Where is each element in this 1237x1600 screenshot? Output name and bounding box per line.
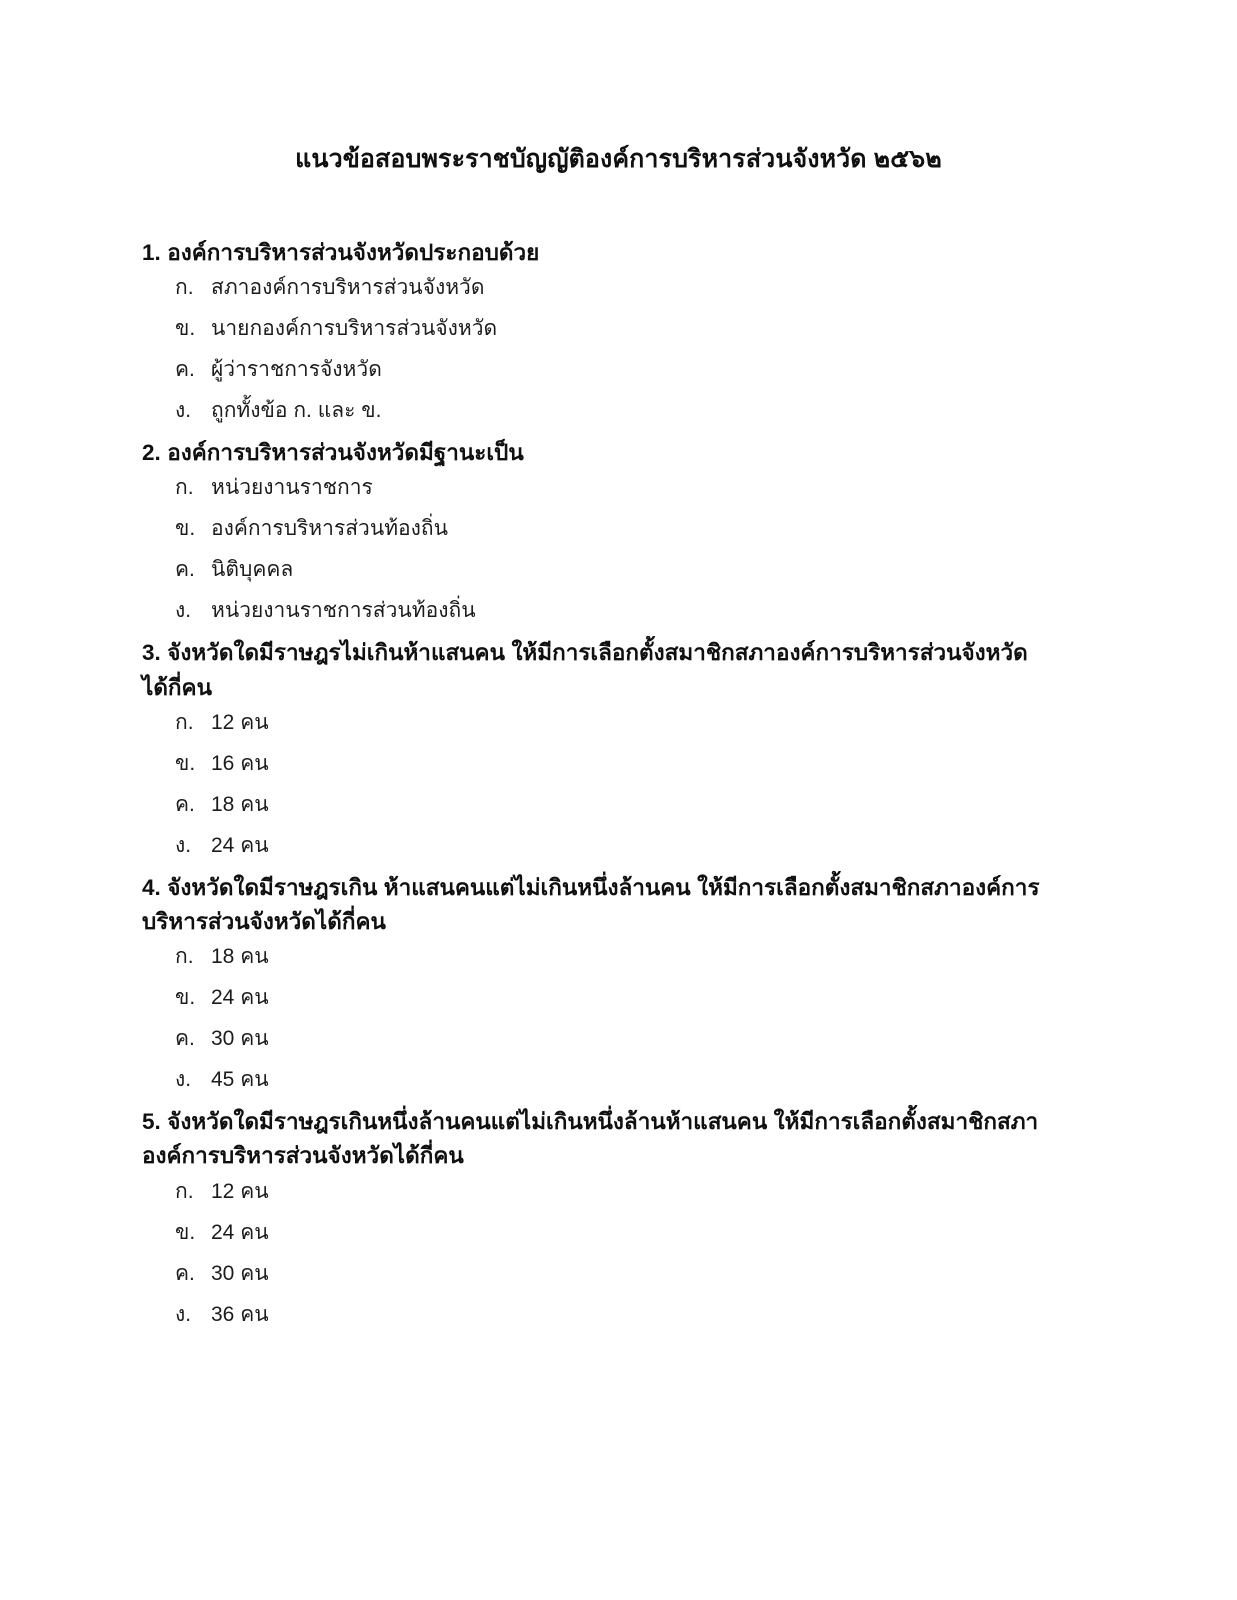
option-marker: ง. [175, 399, 192, 423]
option-item[interactable] [142, 1174, 1052, 1215]
option-label: องค์การบริหารส่วนท้องถิ่น [211, 517, 448, 541]
option-label: 16 คน [211, 751, 269, 775]
option-item[interactable] [142, 393, 1052, 434]
option-item[interactable] [142, 593, 1052, 634]
option-marker: ค. [175, 1261, 195, 1285]
option-label: 24 คน [211, 1220, 269, 1244]
question-text: 1. องค์การบริหารส่วนจังหวัดประกอบด้วย [142, 240, 540, 265]
option-marker: ข. [175, 986, 196, 1010]
question-text: 2. องค์การบริหารส่วนจังหวัดมีฐานะเป็น [142, 440, 524, 466]
question-text: 5. จังหวัดใดมีราษฎรเกินหนึ่งล้านคนแต่ไม่เกินหนึ่งล้านห้าแสนคน ให้มีการเลือกตั้งสมาชิกสภาองค์การบริหารส่วนจังหวัดได้กี่คน [142, 1109, 1039, 1169]
option-item[interactable] [142, 1062, 1052, 1103]
option-list [142, 939, 1052, 1103]
question-block [142, 636, 1052, 868]
option-item[interactable] [142, 705, 1052, 746]
option-item[interactable] [142, 311, 1052, 352]
question-block [142, 436, 1052, 634]
option-label: ผู้ว่าราชการจังหวัด [211, 358, 382, 382]
option-label: นายกองค์การบริหารส่วนจังหวัด [211, 317, 498, 341]
option-list [142, 270, 1052, 434]
option-label: สภาองค์การบริหารส่วนจังหวัด [211, 276, 485, 300]
option-marker: ค. [175, 1027, 195, 1051]
option-item[interactable] [142, 470, 1052, 511]
question-text: 3. จังหวัดใดมีราษฎรไม่เกินห้าแสนคน ให้มีการเลือกตั้งสมาชิกสภาองค์การบริหารส่วนจังหวัดได้กี่คน [142, 640, 1028, 700]
option-item[interactable] [142, 1215, 1052, 1256]
option-label: 12 คน [211, 710, 269, 734]
option-label: 18 คน [211, 945, 269, 969]
option-marker: ก. [175, 710, 194, 734]
option-label: 36 คน [211, 1302, 269, 1326]
option-item[interactable] [142, 828, 1052, 869]
option-item[interactable] [142, 980, 1052, 1021]
option-marker: ก. [175, 945, 194, 969]
option-label: นิติบุคคล [211, 558, 294, 582]
option-marker: ก. [175, 1179, 194, 1203]
option-label: 30 คน [211, 1027, 269, 1051]
option-list [142, 705, 1052, 869]
option-item[interactable] [142, 1297, 1052, 1338]
option-marker: ง. [175, 1068, 192, 1092]
option-marker: ข. [175, 317, 196, 341]
question-text: 4. จังหวัดใดมีราษฎรเกิน ห้าแสนคนแต่ไม่เกินหนึ่งล้านคน ให้มีการเลือกตั้งสมาชิกสภาองค์การบริหารส่วนจังหวัดได้กี่คน [142, 874, 1040, 934]
option-item[interactable] [142, 787, 1052, 828]
question-list [142, 236, 1052, 1340]
option-item[interactable] [142, 746, 1052, 787]
option-list [142, 1174, 1052, 1338]
option-marker: ค. [175, 558, 195, 582]
option-label: หน่วยงานราชการส่วนท้องถิ่น [211, 599, 476, 623]
option-marker: ข. [175, 1220, 196, 1244]
option-label: 45 คน [211, 1068, 269, 1092]
option-marker: ก. [175, 276, 194, 300]
question-block [142, 871, 1052, 1103]
option-label: 18 คน [211, 792, 269, 816]
option-list [142, 470, 1052, 634]
option-item[interactable] [142, 352, 1052, 393]
option-marker: ค. [175, 792, 195, 816]
page-title: แนวข้อสอบพระราชบัญญัติองค์การบริหารส่วนจังหวัด ๒๕๖๒ [295, 145, 942, 173]
option-marker: ข. [175, 751, 196, 775]
option-marker: ง. [175, 833, 192, 857]
option-marker: ข. [175, 517, 196, 541]
option-marker: ค. [175, 358, 195, 382]
option-item[interactable] [142, 1256, 1052, 1297]
option-label: 12 คน [211, 1179, 269, 1203]
option-label: หน่วยงานราชการ [211, 476, 373, 500]
option-item[interactable] [142, 270, 1052, 311]
question-block [142, 1105, 1052, 1337]
option-item[interactable] [142, 1021, 1052, 1062]
option-marker: ก. [175, 476, 194, 500]
option-item[interactable] [142, 939, 1052, 980]
option-label: 24 คน [211, 833, 269, 857]
option-label: ถูกทั้งข้อ ก. และ ข. [211, 399, 382, 423]
option-item[interactable] [142, 552, 1052, 593]
option-marker: ง. [175, 1302, 192, 1326]
option-marker: ง. [175, 599, 192, 623]
option-item[interactable] [142, 511, 1052, 552]
option-label: 24 คน [211, 986, 269, 1010]
option-label: 30 คน [211, 1261, 269, 1285]
question-block [142, 236, 1052, 434]
